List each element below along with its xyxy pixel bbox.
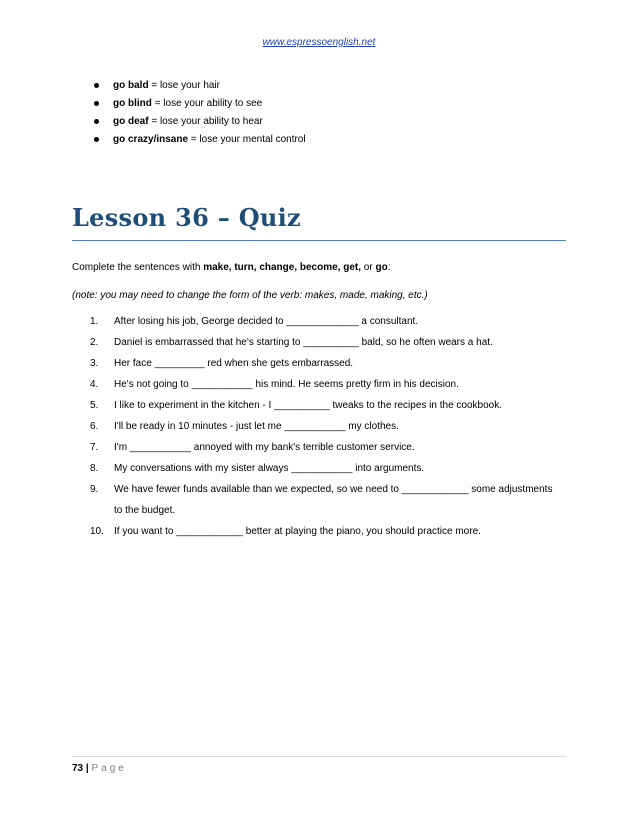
item-text: We have fewer funds available than we expected, so we need to ____________ some adjustments to the budget. [114, 484, 553, 516]
website-link[interactable]: www.espressoenglish.net [262, 37, 376, 48]
instruction-or: or [361, 262, 376, 273]
quiz-item [90, 437, 560, 458]
footer-separator: | [83, 763, 92, 774]
item-number: 4. [90, 379, 99, 390]
bullet-icon [94, 137, 99, 142]
item-number: 2. [90, 337, 99, 348]
instruction-prefix: Complete the sentences with [72, 262, 204, 273]
lesson-title: Lesson 36 – Quiz [72, 203, 301, 232]
footer-divider [72, 756, 566, 757]
quiz-item [90, 479, 560, 521]
vocabulary-list [94, 77, 306, 149]
quiz-item [90, 332, 560, 353]
page-number: 73 [72, 763, 84, 774]
page-label: Page [91, 763, 127, 774]
instruction-suffix: : [387, 262, 391, 273]
item-text: I'm ___________ annoyed with my bank's terrible customer service. [114, 442, 415, 453]
item-number: 9. [90, 484, 99, 495]
quiz-list [90, 311, 560, 542]
list-item [94, 113, 306, 131]
item-number: 1. [90, 316, 99, 327]
quiz-item [90, 374, 560, 395]
quiz-item [90, 416, 560, 437]
item-number: 10. [90, 526, 104, 537]
item-text: My conversations with my sister always ___________ into arguments. [114, 463, 425, 474]
item-number: 6. [90, 421, 99, 432]
definition: = lose your ability to see [151, 98, 263, 109]
list-item [94, 95, 306, 113]
item-text: After losing his job, George decided to _____________ a consultant. [114, 316, 419, 327]
item-number: 8. [90, 463, 99, 474]
bullet-icon [94, 101, 99, 106]
instruction [72, 262, 390, 273]
item-number: 5. [90, 400, 99, 411]
definition: = lose your ability to hear [148, 116, 263, 127]
term: go crazy/insane [113, 134, 189, 145]
term: go deaf [113, 116, 149, 127]
bullet-icon [94, 119, 99, 124]
item-text: If you want to ____________ better at playing the piano, you should practice more. [114, 526, 481, 537]
term: go blind [113, 98, 152, 109]
page-footer [72, 763, 127, 774]
list-item [94, 131, 306, 149]
instruction-go: go [375, 262, 388, 273]
term: go bald [113, 80, 149, 91]
title-divider [72, 240, 566, 241]
item-text: Her face _________ red when she gets embarrassed. [114, 358, 354, 369]
quiz-item [90, 353, 560, 374]
quiz-item [90, 458, 560, 479]
item-text: He's not going to ___________ his mind. He seems pretty firm in his decision. [114, 379, 459, 390]
bullet-icon [94, 83, 99, 88]
list-item [94, 77, 306, 95]
item-text: I like to experiment in the kitchen - I __________ tweaks to the recipes in the cookbook. [114, 400, 503, 411]
instruction-words: make, turn, change, become, get, [203, 262, 362, 273]
quiz-item [90, 311, 560, 332]
item-number: 7. [90, 442, 99, 453]
definition: = lose your hair [148, 80, 220, 91]
item-text: Daniel is embarrassed that he's starting to __________ bald, so he often wears a hat. [114, 337, 493, 348]
quiz-item [90, 395, 560, 416]
quiz-item [90, 521, 560, 542]
item-text: I'll be ready in 10 minutes - just let me ___________ my clothes. [114, 421, 399, 432]
definition: = lose your mental control [188, 134, 306, 145]
item-number: 3. [90, 358, 99, 369]
note: (note: you may need to change the form of the verb: makes, made, making, etc.) [72, 290, 428, 301]
